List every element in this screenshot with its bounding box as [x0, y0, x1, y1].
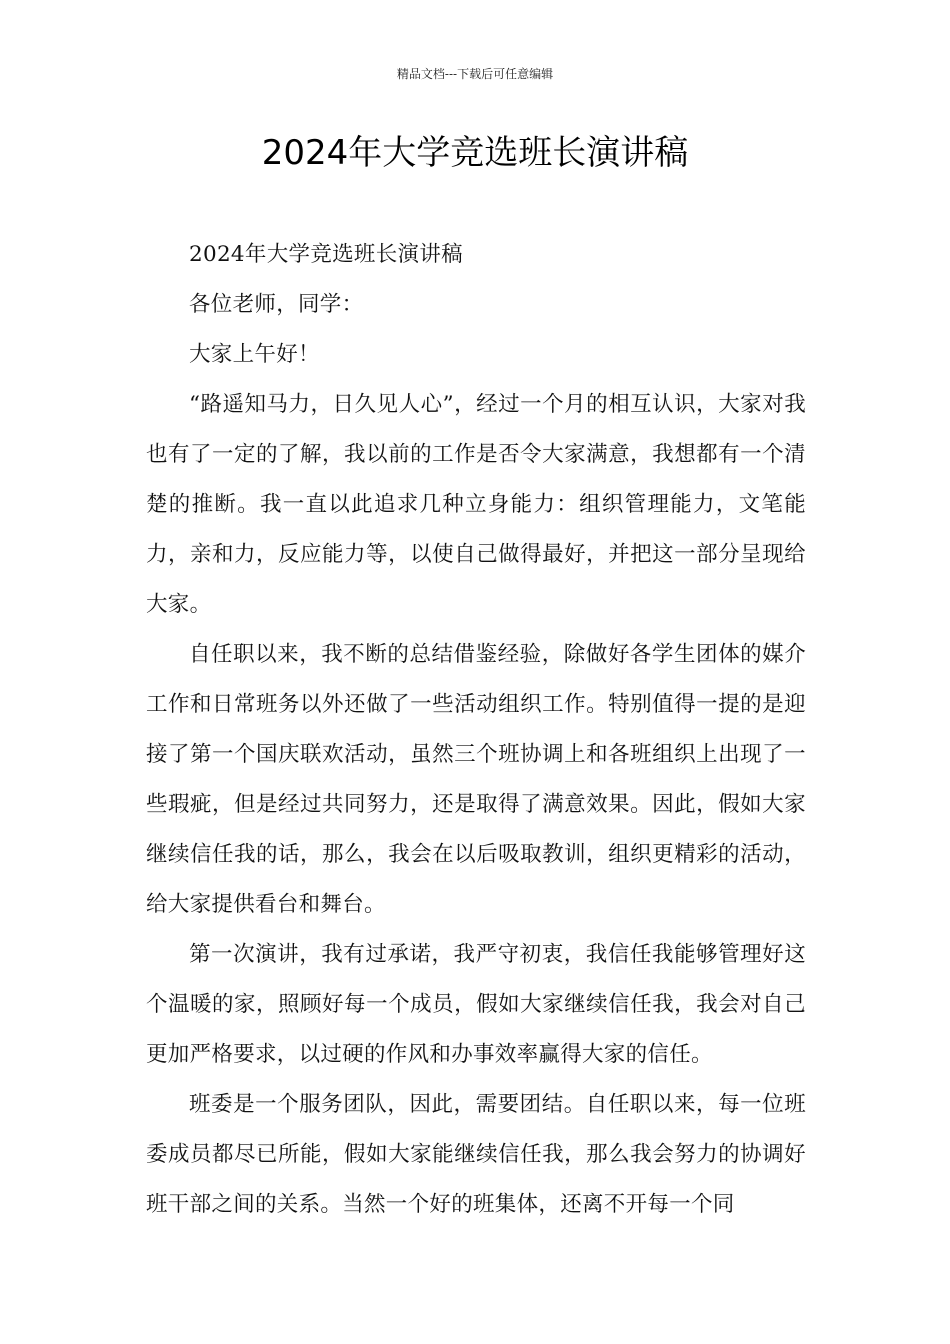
- paragraph-greeting: 大家上午好！: [189, 342, 320, 367]
- document-body: [146, 230, 806, 1230]
- paragraph-body: 自任职以来，我不断的总结借鉴经验，除做好各学生团体的媒介工作和日常班务以外还做了一些活动组织工作。特别值得一提的是迎接了第一个国庆联欢活动，虽然三个班协调上和各班组织上出现了一些瑕疵，但是经过共同努力，还是取得了满意效果。因此，假如大家继续信任我的话，那么，我会在以后吸取教训，组织更精彩的活动，给大家提供看台和舞台。: [146, 642, 806, 917]
- paragraph-subtitle: 2024年大学竞选班长演讲稿: [189, 242, 463, 267]
- document-title: 2024年大学竞选班长演讲稿: [261, 133, 689, 173]
- paragraph-body: “路遥知马力，日久见人心”，经过一个月的相互认识，大家对我也有了一定的了解，我以前的工作是否令大家满意，我想都有一个清楚的推断。我一直以此追求几种立身能力：组织管理能力，文笔能力，亲和力，反应能力等，以使自己做得最好，并把这一部分呈现给大家。: [146, 392, 806, 617]
- paragraph-body: 班委是一个服务团队，因此，需要团结。自任职以来，每一位班委成员都尽已所能，假如大家能继续信任我，那么我会努力的协调好班干部之间的关系。当然一个好的班集体，还离不开每一个同: [146, 1092, 806, 1217]
- paragraph-body: 第一次演讲，我有过承诺，我严守初衷，我信任我能够管理好这个温暖的家，照顾好每一个成员，假如大家继续信任我，我会对自己更加严格要求，以过硬的作风和办事效率赢得大家的信任。: [146, 942, 806, 1067]
- paragraph-salutation: 各位老师，同学：: [189, 292, 364, 317]
- page-header-note: 精品文档---下载后可任意编辑: [396, 67, 554, 81]
